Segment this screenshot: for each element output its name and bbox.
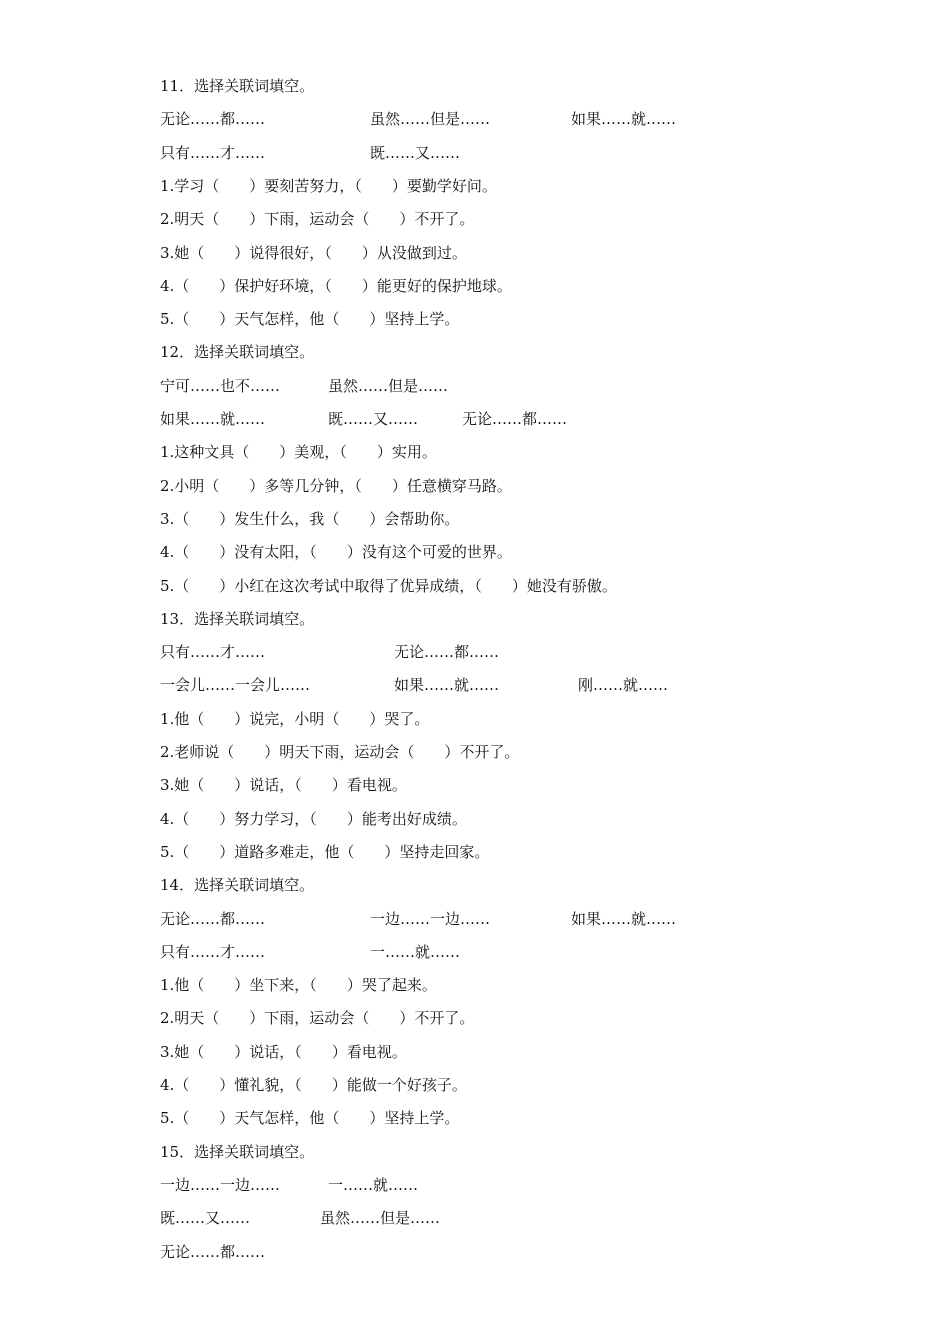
fill-in-question: 4.（ ）没有太阳，（ ）没有这个可爱的世界。 (160, 543, 512, 562)
fill-in-question: 5.（ ）道路多难走，他（ ）坚持走回家。 (160, 842, 490, 861)
fill-in-question: 4.（ ）保护好环境，（ ）能更好的保护地球。 (160, 276, 512, 295)
fill-in-question: 2.明天（ ）下雨，运动会（ ）不开了。 (160, 1009, 475, 1028)
fill-in-question: 2.明天（ ）下雨，运动会（ ）不开了。 (160, 210, 475, 229)
conjunction-option: 一……就…… (328, 1175, 419, 1194)
conjunction-option: 既……又…… (370, 143, 461, 162)
conjunction-option: 既……又…… (160, 1209, 251, 1228)
fill-in-question: 5.（ ）天气怎样，他（ ）坚持上学。 (160, 310, 460, 329)
conjunction-option: 如果……就…… (571, 110, 677, 129)
conjunction-option: 只有……才…… (160, 143, 266, 162)
conjunction-option: 虽然……但是…… (320, 1209, 441, 1228)
conjunction-option: 虽然……但是…… (370, 110, 491, 129)
conjunction-option: 如果……就…… (160, 410, 266, 428)
conjunction-option: 无论……都…… (160, 909, 266, 928)
fill-in-question: 3.（ ）发生什么，我（ ）会帮助你。 (160, 509, 460, 528)
exercise-title: 12．选择关联词填空。 (160, 343, 315, 362)
fill-in-question: 1.这种文具（ ）美观，（ ）实用。 (160, 443, 437, 462)
conjunction-option: 只有……才…… (160, 942, 266, 961)
fill-in-question: 1.他（ ）说完，小明（ ）哭了。 (160, 709, 430, 728)
fill-in-question: 1.他（ ）坐下来，（ ）哭了起来。 (160, 976, 437, 995)
conjunction-option: 一边……一边…… (370, 909, 491, 928)
conjunction-option: 一边……一边…… (160, 1175, 281, 1194)
conjunction-option: 一会儿……一会儿…… (160, 676, 311, 695)
exercise-title: 13．选择关联词填空。 (160, 609, 315, 628)
conjunction-option: 无论……都…… (462, 410, 568, 428)
conjunction-option: 宁可……也不…… (160, 376, 281, 395)
fill-in-question: 2.老师说（ ）明天下雨，运动会（ ）不开了。 (160, 743, 520, 761)
conjunction-option: 如果……就…… (571, 909, 677, 928)
fill-in-question: 1.学习（ ）要刻苦努力，（ ）要勤学好问。 (160, 176, 497, 195)
conjunction-option: 虽然……但是…… (328, 376, 449, 395)
conjunction-option: 只有……才…… (160, 643, 266, 662)
fill-in-question: 5.（ ）小红在这次考试中取得了优异成绩，（ ）她没有骄傲。 (160, 576, 617, 595)
exercise-title: 15．选择关联词填空。 (160, 1142, 315, 1161)
fill-in-question: 4.（ ）努力学习，（ ）能考出好成绩。 (160, 809, 467, 828)
fill-in-question: 3.她（ ）说话，（ ）看电视。 (160, 1042, 407, 1061)
conjunction-option: 无论……都…… (160, 110, 266, 129)
conjunction-option: 既……又…… (328, 410, 419, 428)
fill-in-question: 2.小明（ ）多等几分钟，（ ）任意横穿马路。 (160, 476, 512, 495)
conjunction-option: 无论……都…… (160, 1242, 266, 1261)
conjunction-option: 一……就…… (370, 942, 461, 961)
fill-in-question: 5.（ ）天气怎样，他（ ）坚持上学。 (160, 1109, 460, 1128)
exercise-title: 14．选择关联词填空。 (160, 876, 315, 895)
conjunction-option: 如果……就…… (394, 676, 500, 695)
fill-in-question: 4.（ ）懂礼貌，（ ）能做一个好孩子。 (160, 1076, 467, 1094)
conjunction-option: 刚……就…… (578, 676, 669, 695)
fill-in-question: 3.她（ ）说话，（ ）看电视。 (160, 776, 407, 795)
exercise-title: 11．选择关联词填空。 (160, 77, 315, 95)
fill-in-question: 3.她（ ）说得很好，（ ）从没做到过。 (160, 243, 467, 262)
conjunction-option: 无论……都…… (394, 643, 500, 662)
